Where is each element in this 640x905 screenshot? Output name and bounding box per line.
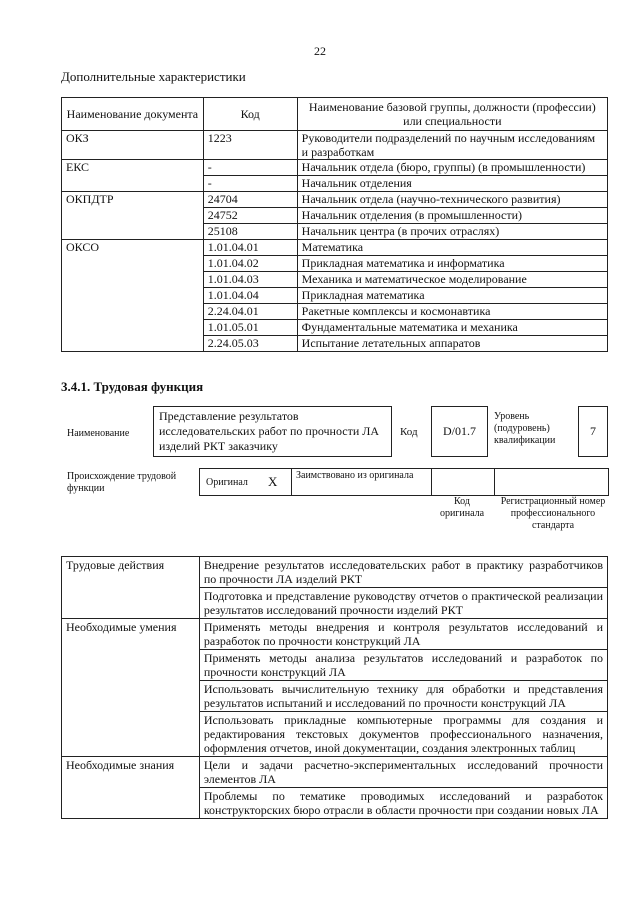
- function-code-value: D/01.7: [431, 406, 488, 457]
- table-row: [62, 588, 608, 619]
- name-cell: Начальник отделения (в промышленности): [297, 208, 607, 224]
- table-row: [62, 131, 608, 160]
- name-cell: Руководители подразделений по научным исследованиям и разработкам: [297, 131, 607, 160]
- details-item: Применять методы внедрения и контроля результатов исследований и разработок по прочности конструкций ЛА: [199, 619, 607, 650]
- table-row: [62, 208, 608, 224]
- original-mark: X: [268, 474, 278, 489]
- reg-caption: Регистрационный номер профессионального стандарта: [500, 496, 606, 531]
- details-item: Использовать прикладные компьютерные программы для создания и редактирования текстовых документов профессионального назначения, оформления отчетов, иной документации, создания электронных таблиц: [199, 712, 607, 757]
- code-cell: 24704: [203, 192, 297, 208]
- origin-label: Происхождение трудовой функции: [67, 471, 177, 494]
- table-row: [62, 192, 608, 208]
- page-number: 22: [314, 44, 326, 58]
- details-label: Необходимые знания: [62, 757, 200, 788]
- table-row: [62, 272, 608, 288]
- table-row: [62, 176, 608, 192]
- code-cell: 1.01.04.04: [203, 288, 297, 304]
- code-cell: 1.01.04.02: [203, 256, 297, 272]
- table-row: [62, 681, 608, 712]
- table-row: [62, 336, 608, 352]
- table-row: [62, 160, 608, 176]
- name-label: Наименование: [67, 428, 130, 439]
- origin-box: [199, 468, 609, 496]
- table-row: [62, 304, 608, 320]
- table-row: [62, 288, 608, 304]
- doc-cell: ОКЗ: [62, 131, 204, 160]
- borrowed-label: Заимствовано из оригинала: [296, 470, 414, 481]
- characteristics-table: [61, 97, 608, 352]
- name-cell: Испытание летательных аппаратов: [297, 336, 607, 352]
- code-cell: -: [203, 176, 297, 192]
- header-code: Код: [203, 98, 297, 131]
- code-cell: 2.24.05.03: [203, 336, 297, 352]
- details-item: Цели и задачи расчетно-экспериментальных исследований прочности элементов ЛА: [199, 757, 607, 788]
- name-cell: Ракетные комплексы и космонавтика: [297, 304, 607, 320]
- name-cell: Прикладная математика: [297, 288, 607, 304]
- table-row: [62, 256, 608, 272]
- doc-cell: ОКСО: [62, 240, 204, 256]
- code-cell: 1.01.05.01: [203, 320, 297, 336]
- table-row: [62, 619, 608, 650]
- doc-cell: ЕКС: [62, 160, 204, 176]
- name-cell: Начальник отдела (научно-технического развития): [297, 192, 607, 208]
- table-row: [62, 788, 608, 819]
- header-name: Наименование базовой группы, должности (профессии) или специальности: [297, 98, 607, 131]
- code-cell: 1.01.04.03: [203, 272, 297, 288]
- name-cell: Математика: [297, 240, 607, 256]
- name-cell: Фундаментальные математика и механика: [297, 320, 607, 336]
- table-row: [62, 712, 608, 757]
- name-cell: Механика и математическое моделирование: [297, 272, 607, 288]
- code-cell: 1223: [203, 131, 297, 160]
- table-row: [62, 320, 608, 336]
- code-caption: Код оригинала: [439, 496, 485, 519]
- table-row: [62, 650, 608, 681]
- details-item: Подготовка и представление руководству отчетов о практической реализации результатов исследований прочности изделий РКТ: [199, 588, 607, 619]
- level-value: 7: [578, 406, 608, 457]
- table-row: [62, 240, 608, 256]
- code-cell: 2.24.04.01: [203, 304, 297, 320]
- details-label: Необходимые умения: [62, 619, 200, 650]
- details-item: Внедрение результатов исследовательских работ в практику разработчиков по прочности ЛА изделий РКТ: [199, 557, 607, 588]
- function-heading: 3.4.1. Трудовая функция: [61, 379, 204, 394]
- table-row: [62, 557, 608, 588]
- code-cell: 24752: [203, 208, 297, 224]
- code-cell: 1.01.04.01: [203, 240, 297, 256]
- name-cell: Начальник отдела (бюро, группы) (в промышленности): [297, 160, 607, 176]
- details-item: Применять методы анализа результатов исследований и разработок по прочности конструкций ЛА: [199, 650, 607, 681]
- name-cell: Начальник отделения: [297, 176, 607, 192]
- code-label: Код: [400, 426, 418, 438]
- doc-cell: ОКПДТР: [62, 192, 204, 208]
- details-item: Проблемы по тематике проводимых исследований и разработок конструкторских бюро отрасли в области прочности при создании новых ЛА: [199, 788, 607, 819]
- original-code-cell: [431, 469, 495, 495]
- function-name-value: Представление результатов исследовательских работ по прочности ЛА изделий РКТ заказчику: [153, 406, 392, 457]
- details-label: Трудовые действия: [62, 557, 200, 588]
- name-cell: Начальник центра (в прочих отраслях): [297, 224, 607, 240]
- header-document: Наименование документа: [62, 98, 204, 131]
- name-cell: Прикладная математика и информатика: [297, 256, 607, 272]
- code-cell: -: [203, 160, 297, 176]
- section-title: Дополнительные характеристики: [61, 69, 246, 84]
- level-label: Уровень (подуровень) квалификации: [494, 411, 556, 446]
- table-row: [62, 757, 608, 788]
- details-item: Использовать вычислительную технику для обработки и представления результатов испытаний и исследований по прочности конструкций ЛА: [199, 681, 607, 712]
- table-row: [62, 224, 608, 240]
- details-table: [61, 556, 608, 819]
- code-cell: 25108: [203, 224, 297, 240]
- original-label: Оригинал: [206, 477, 248, 488]
- reg-number-cell: [494, 469, 608, 495]
